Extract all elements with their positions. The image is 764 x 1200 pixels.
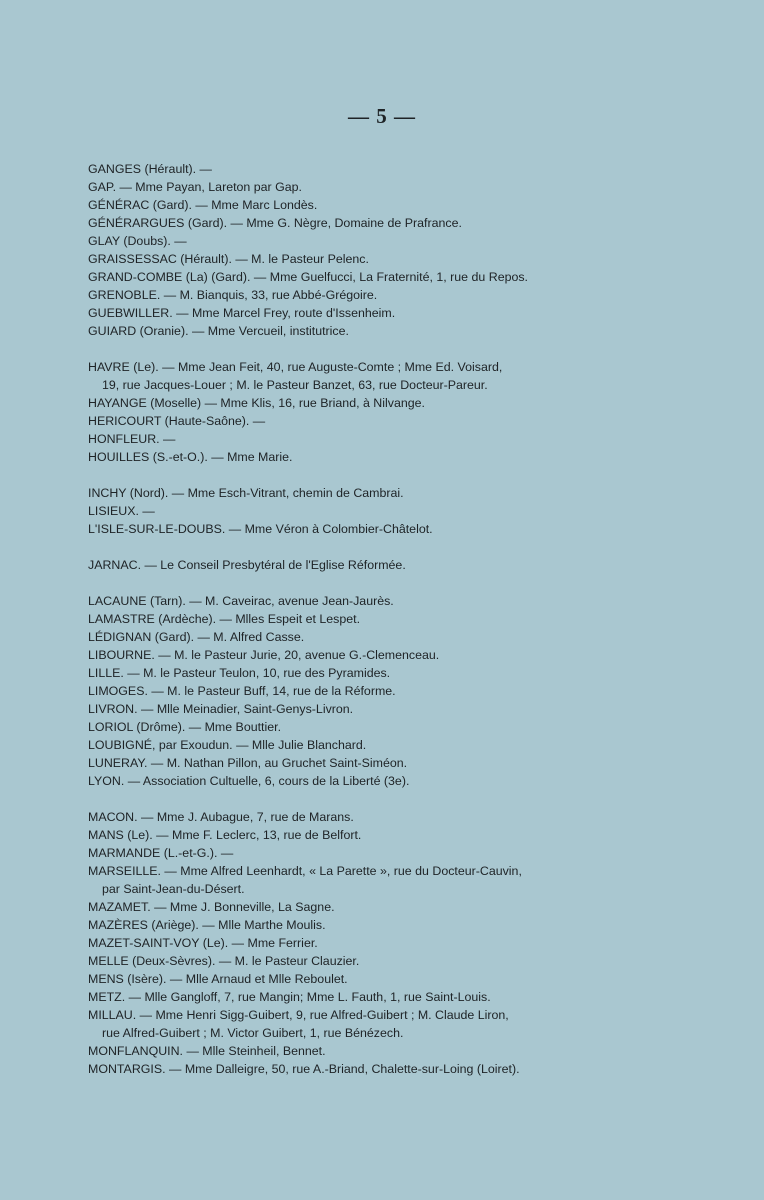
list-item: METZ. — Mlle Gangloff, 7, rue Mangin; Mme L. Fauth, 1, rue Saint-Louis.: [88, 990, 491, 1004]
list-item: MENS (Isère). — Mlle Arnaud et Mlle Reboulet.: [88, 972, 348, 986]
list-item: MAZÈRES (Ariège). — Mlle Marthe Moulis.: [88, 918, 326, 932]
list-item: HAYANGE (Moselle) — Mme Klis, 16, rue Briand, à Nilvange.: [88, 396, 425, 410]
list-item: L'ISLE-SUR-LE-DOUBS. — Mme Véron à Colombier-Châtelot.: [88, 522, 433, 536]
list-item: LAMASTRE (Ardèche). — Mlles Espeit et Lespet.: [88, 612, 361, 626]
list-item: GUIARD (Oranie). — Mme Vercueil, institutrice.: [88, 324, 349, 338]
list-item: GLAY (Doubs). —: [88, 234, 187, 248]
entry-continuation: rue Alfred-Guibert ; M. Victor Guibert, 1, rue Bénézech.: [102, 1026, 404, 1040]
entry-continuation: 19, rue Jacques-Louer ; M. le Pasteur Banzet, 63, rue Docteur-Pareur.: [102, 378, 488, 392]
list-item: GÉNÉRAC (Gard). — Mme Marc Londès.: [88, 198, 318, 212]
directory-list: [88, 160, 738, 1078]
list-item: MONFLANQUIN. — Mlle Steinheil, Bennet.: [88, 1044, 326, 1058]
list-item: LILLE. — M. le Pasteur Teulon, 10, rue des Pyramides.: [88, 666, 391, 680]
section-divider: [88, 574, 738, 592]
list-item: GRAISSESSAC (Hérault). — M. le Pasteur Pelenc.: [88, 252, 369, 266]
list-item: LORIOL (Drôme). — Mme Bouttier.: [88, 720, 282, 734]
list-item: GANGES (Hérault). —: [88, 162, 212, 176]
section-divider: [88, 466, 738, 484]
list-item: HOUILLES (S.-et-O.). — Mme Marie.: [88, 450, 293, 464]
page-number: — 5 —: [348, 104, 416, 128]
list-item: GUEBWILLER. — Mme Marcel Frey, route d'Issenheim.: [88, 306, 396, 320]
list-item: MONTARGIS. — Mme Dalleigre, 50, rue A.-Briand, Chalette-sur-Loing (Loiret).: [88, 1062, 520, 1076]
list-item: MANS (Le). — Mme F. Leclerc, 13, rue de Belfort.: [88, 828, 362, 842]
list-item: GAP. — Mme Payan, Lareton par Gap.: [88, 180, 302, 194]
section-divider: [88, 538, 738, 556]
list-item: LUNERAY. — M. Nathan Pillon, au Gruchet Saint-Siméon.: [88, 756, 408, 770]
list-item: GRENOBLE. — M. Bianquis, 33, rue Abbé-Grégoire.: [88, 288, 378, 302]
list-item: LIMOGES. — M. le Pasteur Buff, 14, rue de la Réforme.: [88, 684, 396, 698]
list-item: LIBOURNE. — M. le Pasteur Jurie, 20, avenue G.-Clemenceau.: [88, 648, 440, 662]
list-item: GÉNÉRARGUES (Gard). — Mme G. Nègre, Domaine de Prafrance.: [88, 216, 462, 230]
section-divider: [88, 340, 738, 358]
list-item: MAZET-SAINT-VOY (Le). — Mme Ferrier.: [88, 936, 318, 950]
list-item: [88, 1006, 738, 1042]
list-item: [88, 358, 738, 394]
list-item: [88, 862, 738, 898]
list-item: LOUBIGNÉ, par Exoudun. — Mlle Julie Blanchard.: [88, 738, 367, 752]
entry-text: MARSEILLE. — Mme Alfred Leenhardt, « La Parette », rue du Docteur-Cauvin,: [88, 864, 522, 878]
list-item: JARNAC. — Le Conseil Presbytéral de l'Eglise Réformée.: [88, 558, 406, 572]
section-divider: [88, 790, 738, 808]
list-item: LÉDIGNAN (Gard). — M. Alfred Casse.: [88, 630, 305, 644]
list-item: LACAUNE (Tarn). — M. Caveirac, avenue Jean-Jaurès.: [88, 594, 394, 608]
list-item: HERICOURT (Haute-Saône). —: [88, 414, 266, 428]
entry-text: MILLAU. — Mme Henri Sigg-Guibert, 9, rue Alfred-Guibert ; M. Claude Liron,: [88, 1008, 509, 1022]
list-item: INCHY (Nord). — Mme Esch-Vitrant, chemin de Cambrai.: [88, 486, 404, 500]
entry-continuation: par Saint-Jean-du-Désert.: [102, 882, 245, 896]
entry-text: HAVRE (Le). — Mme Jean Feit, 40, rue Auguste-Comte ; Mme Ed. Voisard,: [88, 360, 503, 374]
list-item: LYON. — Association Cultuelle, 6, cours de la Liberté (3e).: [88, 774, 410, 788]
list-item: GRAND-COMBE (La) (Gard). — Mme Guelfucci, La Fraternité, 1, rue du Repos.: [88, 270, 529, 284]
list-item: LIVRON. — Mlle Meinadier, Saint-Genys-Livron.: [88, 702, 354, 716]
list-item: LISIEUX. —: [88, 504, 155, 518]
list-item: MELLE (Deux-Sèvres). — M. le Pasteur Clauzier.: [88, 954, 360, 968]
list-item: MARMANDE (L.-et-G.). —: [88, 846, 234, 860]
list-item: HONFLEUR. —: [88, 432, 176, 446]
list-item: MACON. — Mme J. Aubague, 7, rue de Marans.: [88, 810, 354, 824]
list-item: MAZAMET. — Mme J. Bonneville, La Sagne.: [88, 900, 335, 914]
